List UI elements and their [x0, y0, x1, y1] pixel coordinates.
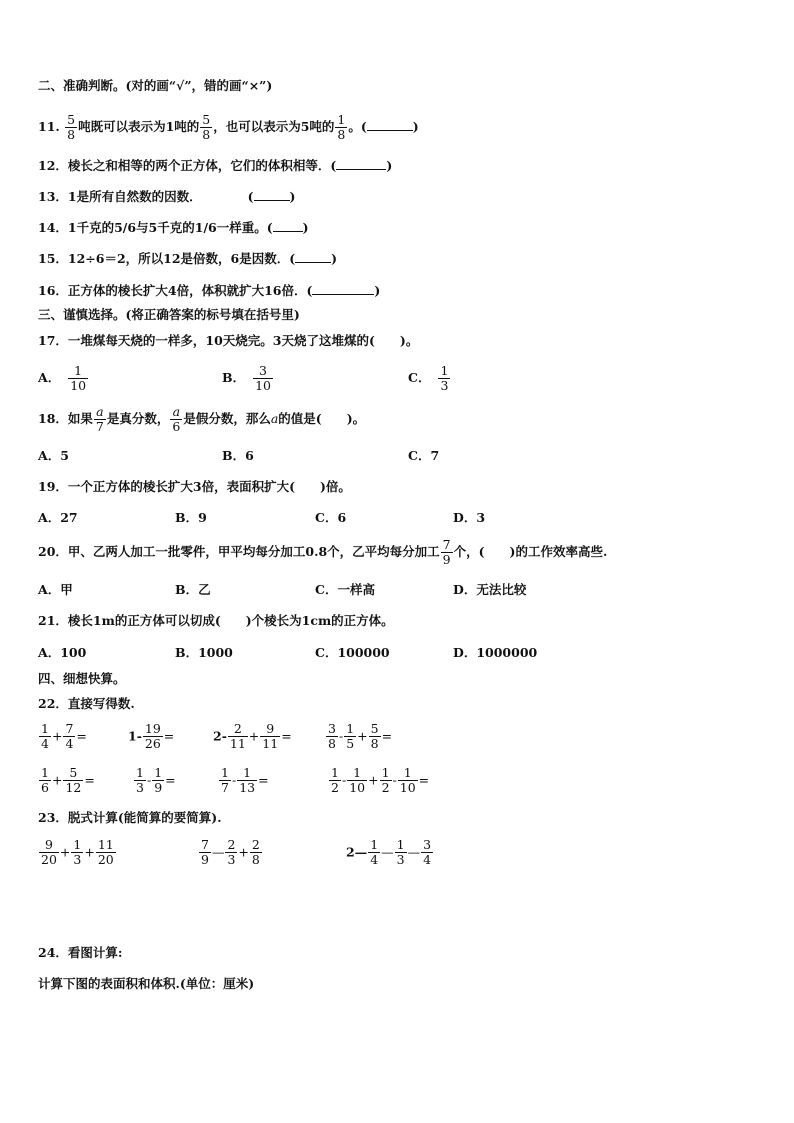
option-b[interactable]: B．1000	[175, 645, 233, 660]
question-15: 15．12÷6＝2，所以12是倍数，6是因数．( )	[38, 251, 338, 266]
option-c[interactable]: C．一样高	[315, 582, 375, 597]
option-c[interactable]: C．7	[408, 448, 440, 463]
fraction: $\frac{a}{6}$	[172, 404, 181, 434]
option-a[interactable]: A．5	[38, 448, 69, 463]
option-b[interactable]: B． $\frac{3}{10}$	[222, 363, 271, 393]
question-16: 16．正方体的棱长扩大4倍，体积就扩大16倍．( )	[38, 283, 381, 298]
fraction: $\frac{5}{8}$	[67, 112, 76, 142]
question-13: 13．1是所有自然数的因数． ( )	[38, 189, 296, 204]
answer-blank[interactable]	[367, 119, 413, 131]
option-d[interactable]: D．3	[453, 510, 486, 525]
fraction: $\frac{7}{9}$	[442, 537, 451, 567]
option-b[interactable]: B．9	[175, 510, 207, 525]
question-18: 18．如果 $\frac{a}{7}$ 是真分数， $\frac{a}{6}$ 是假分数，那么a的值是( )。	[38, 404, 366, 434]
math-expression: 2- $\frac{2}{11}$ + $\frac{9}{11}$ =	[213, 721, 292, 751]
question-14: 14．1千克的5/6与5千克的1/6一样重。( )	[38, 220, 309, 235]
answer-blank[interactable]	[336, 158, 386, 170]
option-a[interactable]: A．27	[38, 510, 78, 525]
option-a[interactable]: A．100	[38, 645, 87, 660]
math-expression: $\frac{7}{9}$ — $\frac{2}{3}$ + $\frac{2}{8}$	[201, 837, 260, 867]
section-3-heading: 三、谨慎选择。(将正确答案的标号填在括号里)	[38, 307, 300, 322]
section-2-heading: 二、准确判断。(对的画“√”，错的画“×”)	[38, 78, 273, 93]
fraction: $\frac{1}{8}$	[337, 112, 346, 142]
fraction: $\frac{1}{3}$	[440, 363, 449, 393]
question-24-title: 24．看图计算:	[38, 945, 123, 960]
math-expression: 2— $\frac{1}{4}$ — $\frac{1}{3}$ — $\frac{3}{4}$	[346, 837, 432, 867]
math-expression: $\frac{1}{6}$ + $\frac{5}{12}$ =	[41, 765, 95, 795]
option-b[interactable]: B．6	[222, 448, 254, 463]
section-4-heading: 四、细想快算。	[38, 671, 126, 686]
option-c[interactable]: C．100000	[315, 645, 390, 660]
math-expression: $\frac{3}{8}$ - $\frac{1}{5}$ + $\frac{5}{8}$ =	[328, 721, 393, 751]
fraction: $\frac{a}{7}$	[95, 404, 104, 434]
option-d[interactable]: D．无法比较	[453, 582, 527, 597]
answer-blank[interactable]	[295, 251, 331, 263]
question-12: 12．棱长之和相等的两个正方体，它们的体积相等．( )	[38, 158, 393, 173]
math-expression: $\frac{1}{7}$ - $\frac{1}{13}$ =	[221, 765, 269, 795]
option-a[interactable]: A．甲	[38, 582, 73, 597]
fraction: $\frac{1}{10}$	[70, 363, 87, 393]
q11-number: 11.	[38, 119, 60, 134]
option-c[interactable]: C．6	[315, 510, 347, 525]
answer-blank[interactable]	[312, 283, 374, 295]
answer-blank[interactable]	[254, 189, 290, 201]
math-expression: 1- $\frac{19}{26}$ =	[128, 721, 175, 751]
option-c[interactable]: C． $\frac{1}{3}$	[408, 363, 449, 393]
option-b[interactable]: B．乙	[175, 582, 211, 597]
math-expression: $\frac{9}{20}$ + $\frac{1}{3}$ + $\frac{11}{20}$	[41, 837, 114, 867]
question-11: 11. $\frac{5}{8}$ 吨既可以表示为1吨的 $\frac{5}{8}$ ，也可以表示为5吨的 $\frac{1}{8}$ 。( )	[38, 112, 419, 142]
option-a[interactable]: A． $\frac{1}{10}$	[38, 363, 87, 393]
question-20: 20．甲、乙两人加工一批零件，甲平均每分加工0.8个，乙平均每分加工 $\frac{7}{9}$ 个，( )的工作效率高些.	[38, 537, 608, 567]
question-24-subtitle: 计算下图的表面积和体积.(单位：厘米)	[38, 976, 255, 991]
math-expression: $\frac{1}{3}$ - $\frac{1}{9}$ =	[136, 765, 176, 795]
option-d[interactable]: D．1000000	[453, 645, 538, 660]
question-23-title: 23．脱式计算(能简算的要简算).	[38, 810, 222, 825]
question-21: 21．棱长1m的正方体可以切成( )个棱长为1cm的正方体。	[38, 613, 394, 628]
math-expression: $\frac{1}{2}$ - $\frac{1}{10}$ + $\frac{1}{2}$ - $\frac{1}{10}$ =	[331, 765, 430, 795]
math-expression: $\frac{1}{4}$ + $\frac{7}{4}$ =	[41, 721, 87, 751]
question-22-title: 22．直接写得数.	[38, 696, 135, 711]
fraction: $\frac{3}{10}$	[255, 363, 271, 393]
fraction: $\frac{5}{8}$	[202, 112, 211, 142]
question-19: 19．一个正方体的棱长扩大3倍，表面积扩大( )倍。	[38, 479, 351, 494]
question-17: 17．一堆煤每天烧的一样多，10天烧完。3天烧了这堆煤的( )。	[38, 333, 419, 348]
answer-blank[interactable]	[273, 220, 303, 232]
